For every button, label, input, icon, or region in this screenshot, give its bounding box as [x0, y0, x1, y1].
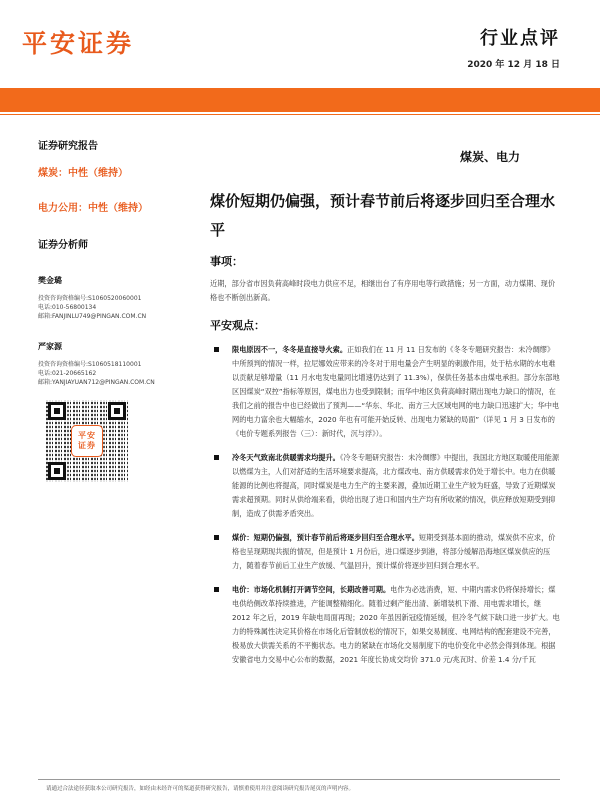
rating-power: 电力公用：中性（维持） [38, 203, 148, 214]
report-date: 2020 年 12 月 18 日 [467, 60, 560, 70]
point-text: 电作为必选消费，短、中期内需求仍将保持增长；煤电供给侧改革持续推进，产能调整精细化。随着过剩产能出清、新增装机下滑、用电需求增长，继 2012 年之后，2019 年缺电局面再现；2020 年虽因新冠疫情延缓，但冷冬气候下缺口进一步扩大。电力的特殊属性决定其价格在市场化后管制放松的情况下，如果交易制度、电网结构的配套建设不完善，极易放大供需关系的不平衡状态。电力的紧缺在市场化交易制度下的电价变化中必然会得到体现。根据安徽省电力交易中心公布的数据，2021 年度长协成交均价 371.0 元/兆瓦时、价差 1.4 分/千瓦 [232, 585, 560, 664]
analyst-email[interactable]: 邮箱:FANJINLU749@PINGAN.COM.CN [38, 313, 147, 320]
analyst-license: 投资咨询资格编号:S1060518110001 [38, 361, 142, 368]
analyst-name: 樊金璐 [38, 276, 62, 285]
analyst-card [38, 275, 198, 321]
point-item [210, 531, 560, 573]
qr-logo-badge [71, 425, 103, 457]
footer-disclaimer: 请通过合法途径获取本公司研究报告，如经由未经许可的渠道获得研究报告，请慎重使用并注意阅读研究报告尾页的声明内容。 [46, 786, 355, 792]
bullet-icon [214, 587, 219, 592]
points-heading: 平安观点： [210, 319, 265, 332]
analyst-heading: 证券分析师 [38, 240, 88, 251]
qr-logo-text: 证券 [78, 441, 96, 450]
analyst-card [38, 341, 198, 387]
point-lead: 限电原因不一，冬冬是直接导火索。 [232, 345, 348, 354]
main-content [210, 187, 560, 677]
point-text: 正如我们在 11 月 11 日发布的《冬冬专题研究报告：未冷绸缪》中所预判的情况一样，拉尼娜效应带来的冷冬对于用电量会产生明显的刺激作用，处于枯水期的水电难以贡献足够增量（11 月水电发电量同比增速仍达到了 11.3%），保供任务基本由煤电承担。部分东部地区因煤炭“双控”指标等原因，煤电出力也受到限制；而华中地区负荷高峰时期出现电力缺口的情况，在我们之前的报告中也已经做出了预判——“华东、华北、南方三大区域电网的电力缺口迅速扩大；华中电网的电力富余也大幅缩水，2020 年也有可能开始反转、出现电力紧缺的局面”（详见 1 月 3 日发布的《电价专题系列报告（三）：新时代，沉与浮》）。 [232, 345, 560, 438]
summary-text: 近期，部分省市因负荷高峰时段电力供应不足，相继出台了有序用电等行政措施；另一方面，动力煤期、现价格也不断创出新高。 [210, 279, 556, 302]
bullet-icon [214, 347, 219, 352]
sector-label: 煤炭、电力 [460, 150, 521, 164]
qr-finder [48, 402, 66, 420]
sidebar [38, 137, 198, 387]
report-type: 行业点评 [480, 28, 560, 49]
analyst-name: 严家源 [38, 342, 62, 351]
bullet-icon [214, 535, 219, 540]
point-lead: 冷冬天气致南北供暖需求均提升。 [232, 453, 340, 462]
sidebar-title: 证券研究报告 [38, 141, 98, 152]
point-text: 短期受到基本面的推动，煤炭供不应求，价格也呈现期现共振的情况，但是预计 1 月份后，进口煤逐步到港，将部分缓解沿海地区煤炭供应的压力，随着春节前后工业生产放缓、气温回升，预计煤价将逐步回归到合理水平。 [232, 533, 556, 570]
qr-finder [48, 462, 66, 480]
footer-divider [38, 779, 560, 780]
qr-logo-text: 平安 [78, 431, 96, 440]
points-list [210, 343, 560, 667]
header-divider [0, 114, 600, 115]
point-item [210, 583, 560, 667]
summary-heading: 事项： [210, 255, 243, 268]
qr-code[interactable] [46, 400, 128, 482]
point-lead: 煤价：短期仍偏强，预计春节前后将逐步回归至合理水平。 [232, 533, 419, 542]
point-item [210, 343, 560, 441]
analyst-email[interactable]: 邮箱:YANJIAYUAN712@PINGAN.COM.CN [38, 379, 155, 386]
header-band [0, 88, 600, 112]
analyst-phone: 电话:010-56800134 [38, 304, 97, 311]
analyst-license: 投资咨询资格编号:S1060520060001 [38, 295, 142, 302]
rating-coal: 煤炭：中性（维持） [38, 168, 128, 179]
point-item [210, 451, 560, 521]
point-text: 《冷冬专题研究报告：未冷绸缪》中提出，我国北方地区取暖使用能源以燃煤为主，人们对舒适的生活环境要求提高，北方煤改电、南方供暖需求仍处于增长中。电力在供暖能源的比例也将提高，同时煤炭是电力生产的主要来源，叠加近期工业生产较为旺盛，导致了近期煤炭需求超预期。同时从供给端来看，供给出现了进口和国内生产均有所收紧的情况，供应释放短期受到抑制，造成了供需矛盾突出。 [232, 453, 560, 518]
report-title: 煤价短期仍偏强，预计春节前后将逐步回归至合理水平 [210, 192, 556, 239]
point-lead: 电价：市场化机制打开调节空间，长期改善可期。 [232, 585, 391, 594]
company-logo: 平安证券 [22, 29, 135, 58]
bullet-icon [214, 455, 219, 460]
qr-finder [108, 402, 126, 420]
analyst-phone: 电话:021-20665162 [38, 370, 97, 377]
